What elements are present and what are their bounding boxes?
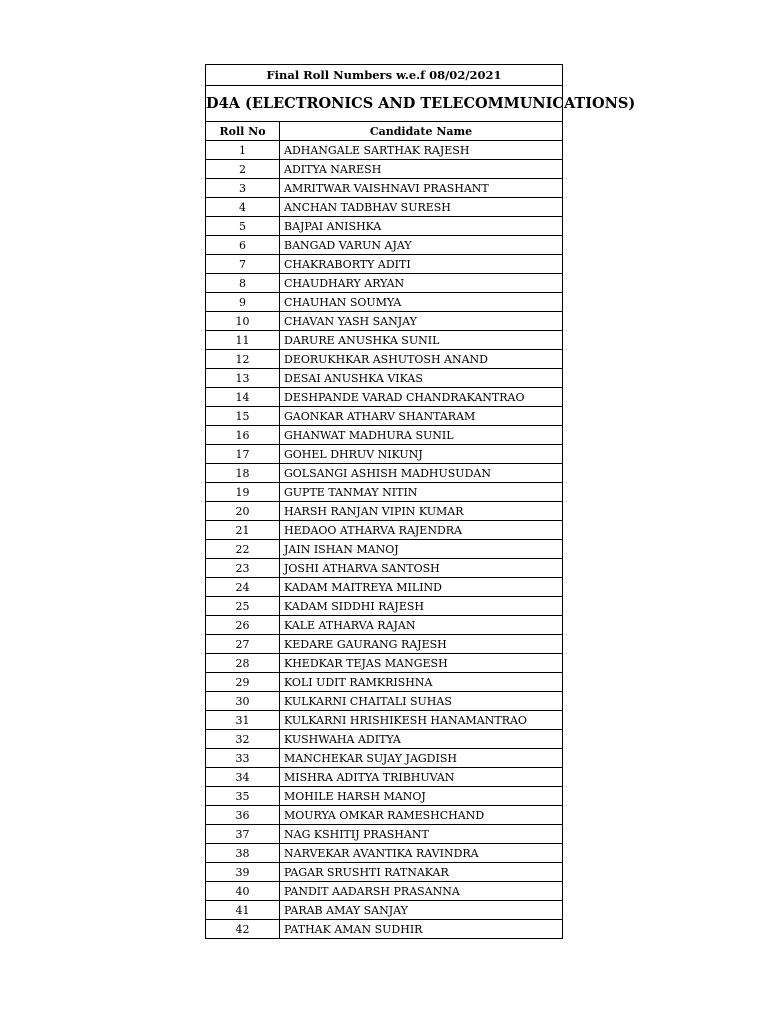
candidate-name-cell: KADAM MAITREYA MILIND xyxy=(280,578,563,597)
candidate-name-cell: KALE ATHARVA RAJAN xyxy=(280,616,563,635)
candidate-name-cell: CHAUDHARY ARYAN xyxy=(280,274,563,293)
candidate-name-cell: KULKARNI HRISHIKESH HANAMANTRAO xyxy=(280,711,563,730)
table-row xyxy=(206,730,563,749)
table-row xyxy=(206,692,563,711)
table-row xyxy=(206,825,563,844)
candidate-name-cell: PATHAK AMAN SUDHIR xyxy=(280,920,563,939)
table-row xyxy=(206,844,563,863)
candidate-name-cell: GOLSANGI ASHISH MADHUSUDAN xyxy=(280,464,563,483)
table-row xyxy=(206,559,563,578)
table-row xyxy=(206,407,563,426)
title-row xyxy=(206,65,563,86)
candidate-name-cell: JOSHI ATHARVA SANTOSH xyxy=(280,559,563,578)
table-row xyxy=(206,464,563,483)
roll-number-cell: 24 xyxy=(206,578,280,597)
table-row xyxy=(206,312,563,331)
roll-number-cell: 33 xyxy=(206,749,280,768)
roll-number-cell: 35 xyxy=(206,787,280,806)
candidate-name-header: Candidate Name xyxy=(280,122,563,141)
table-row xyxy=(206,863,563,882)
table-row xyxy=(206,179,563,198)
table-row xyxy=(206,255,563,274)
roll-number-cell: 26 xyxy=(206,616,280,635)
candidate-name-cell: PANDIT AADARSH PRASANNA xyxy=(280,882,563,901)
roll-number-cell: 10 xyxy=(206,312,280,331)
roll-number-cell: 11 xyxy=(206,331,280,350)
table-row xyxy=(206,768,563,787)
candidate-name-cell: ADITYA NARESH xyxy=(280,160,563,179)
candidate-name-cell: HEDAOO ATHARVA RAJENDRA xyxy=(280,521,563,540)
table-row xyxy=(206,293,563,312)
candidate-name-cell: BANGAD VARUN AJAY xyxy=(280,236,563,255)
candidate-name-cell: DESHPANDE VARAD CHANDRAKANTRAO xyxy=(280,388,563,407)
table-row xyxy=(206,654,563,673)
candidate-name-cell: MOURYA OMKAR RAMESHCHAND xyxy=(280,806,563,825)
candidate-name-cell: GOHEL DHRUV NIKUNJ xyxy=(280,445,563,464)
roll-number-cell: 39 xyxy=(206,863,280,882)
roll-number-cell: 27 xyxy=(206,635,280,654)
candidate-name-cell: KADAM SIDDHI RAJESH xyxy=(280,597,563,616)
candidate-name-cell: ANCHAN TADBHAV SURESH xyxy=(280,198,563,217)
candidate-name-cell: KOLI UDIT RAMKRISHNA xyxy=(280,673,563,692)
table-row xyxy=(206,217,563,236)
candidate-name-cell: CHAKRABORTY ADITI xyxy=(280,255,563,274)
candidate-name-cell: GAONKAR ATHARV SHANTARAM xyxy=(280,407,563,426)
roll-number-cell: 12 xyxy=(206,350,280,369)
roll-number-cell: 1 xyxy=(206,141,280,160)
table-row xyxy=(206,901,563,920)
candidate-name-cell: NAG KSHITIJ PRASHANT xyxy=(280,825,563,844)
roll-number-cell: 16 xyxy=(206,426,280,445)
roll-number-cell: 15 xyxy=(206,407,280,426)
table-row xyxy=(206,445,563,464)
candidate-name-cell: JAIN ISHAN MANOJ xyxy=(280,540,563,559)
roll-number-cell: 13 xyxy=(206,369,280,388)
roll-number-cell: 40 xyxy=(206,882,280,901)
department-row xyxy=(206,86,563,122)
roll-number-table xyxy=(205,64,636,939)
candidate-name-cell: NARVEKAR AVANTIKA RAVINDRA xyxy=(280,844,563,863)
roll-no-header: Roll No xyxy=(206,122,280,141)
table-row xyxy=(206,331,563,350)
roll-number-cell: 9 xyxy=(206,293,280,312)
table-row xyxy=(206,635,563,654)
candidate-name-cell: KEDARE GAURANG RAJESH xyxy=(280,635,563,654)
candidate-name-cell: MOHILE HARSH MANOJ xyxy=(280,787,563,806)
candidate-name-cell: DEORUKHKAR ASHUTOSH ANAND xyxy=(280,350,563,369)
table-row xyxy=(206,274,563,293)
roll-number-cell: 6 xyxy=(206,236,280,255)
table-row xyxy=(206,673,563,692)
roll-number-cell: 36 xyxy=(206,806,280,825)
table-row xyxy=(206,540,563,559)
table-row xyxy=(206,578,563,597)
table-row xyxy=(206,616,563,635)
candidate-name-cell: KUSHWAHA ADITYA xyxy=(280,730,563,749)
roll-number-cell: 21 xyxy=(206,521,280,540)
table-row xyxy=(206,749,563,768)
candidate-name-cell: DESAI ANUSHKA VIKAS xyxy=(280,369,563,388)
roll-number-cell: 22 xyxy=(206,540,280,559)
table-row xyxy=(206,521,563,540)
roll-number-cell: 3 xyxy=(206,179,280,198)
candidate-name-cell: BAJPAI ANISHKA xyxy=(280,217,563,236)
roll-number-cell: 4 xyxy=(206,198,280,217)
roll-number-cell: 30 xyxy=(206,692,280,711)
candidate-name-cell: GHANWAT MADHURA SUNIL xyxy=(280,426,563,445)
roll-number-cell: 29 xyxy=(206,673,280,692)
table-row xyxy=(206,920,563,939)
candidate-name-cell: HARSH RANJAN VIPIN KUMAR xyxy=(280,502,563,521)
roll-number-cell: 41 xyxy=(206,901,280,920)
candidate-name-cell: ADHANGALE SARTHAK RAJESH xyxy=(280,141,563,160)
roll-number-cell: 5 xyxy=(206,217,280,236)
table-row xyxy=(206,388,563,407)
roll-number-cell: 25 xyxy=(206,597,280,616)
roll-number-cell: 20 xyxy=(206,502,280,521)
roll-number-cell: 42 xyxy=(206,920,280,939)
roll-number-cell: 18 xyxy=(206,464,280,483)
roll-number-cell: 14 xyxy=(206,388,280,407)
roll-number-cell: 23 xyxy=(206,559,280,578)
table-row xyxy=(206,198,563,217)
roll-number-cell: 37 xyxy=(206,825,280,844)
roll-number-cell: 32 xyxy=(206,730,280,749)
candidate-name-cell: DARURE ANUSHKA SUNIL xyxy=(280,331,563,350)
roll-number-cell: 31 xyxy=(206,711,280,730)
department-heading: D4A (ELECTRONICS AND TELECOMMUNICATIONS) xyxy=(206,86,563,122)
candidate-name-cell: CHAVAN YASH SANJAY xyxy=(280,312,563,331)
document-title: Final Roll Numbers w.e.f 08/02/2021 xyxy=(206,65,563,86)
table-row xyxy=(206,711,563,730)
table-row xyxy=(206,502,563,521)
roll-number-cell: 19 xyxy=(206,483,280,502)
table-row xyxy=(206,483,563,502)
candidate-name-cell: MISHRA ADITYA TRIBHUVAN xyxy=(280,768,563,787)
roll-number-cell: 34 xyxy=(206,768,280,787)
roll-number-cell: 8 xyxy=(206,274,280,293)
roll-number-cell: 28 xyxy=(206,654,280,673)
table-row xyxy=(206,426,563,445)
candidate-name-cell: GUPTE TANMAY NITIN xyxy=(280,483,563,502)
table-body xyxy=(206,141,563,939)
roll-number-cell: 38 xyxy=(206,844,280,863)
table-row xyxy=(206,882,563,901)
table-row xyxy=(206,160,563,179)
roll-number-cell: 17 xyxy=(206,445,280,464)
candidate-name-cell: CHAUHAN SOUMYA xyxy=(280,293,563,312)
candidate-name-cell: KULKARNI CHAITALI SUHAS xyxy=(280,692,563,711)
candidate-name-cell: KHEDKAR TEJAS MANGESH xyxy=(280,654,563,673)
roll-number-cell: 2 xyxy=(206,160,280,179)
table-row xyxy=(206,236,563,255)
table-row xyxy=(206,369,563,388)
table-row xyxy=(206,141,563,160)
candidate-name-cell: MANCHEKAR SUJAY JAGDISH xyxy=(280,749,563,768)
candidate-name-cell: AMRITWAR VAISHNAVI PRASHANT xyxy=(280,179,563,198)
candidate-name-cell: PAGAR SRUSHTI RATNAKAR xyxy=(280,863,563,882)
column-header-row xyxy=(206,122,563,141)
table-row xyxy=(206,806,563,825)
table-row xyxy=(206,350,563,369)
candidate-name-cell: PARAB AMAY SANJAY xyxy=(280,901,563,920)
roll-number-cell: 7 xyxy=(206,255,280,274)
table-row xyxy=(206,597,563,616)
table-row xyxy=(206,787,563,806)
